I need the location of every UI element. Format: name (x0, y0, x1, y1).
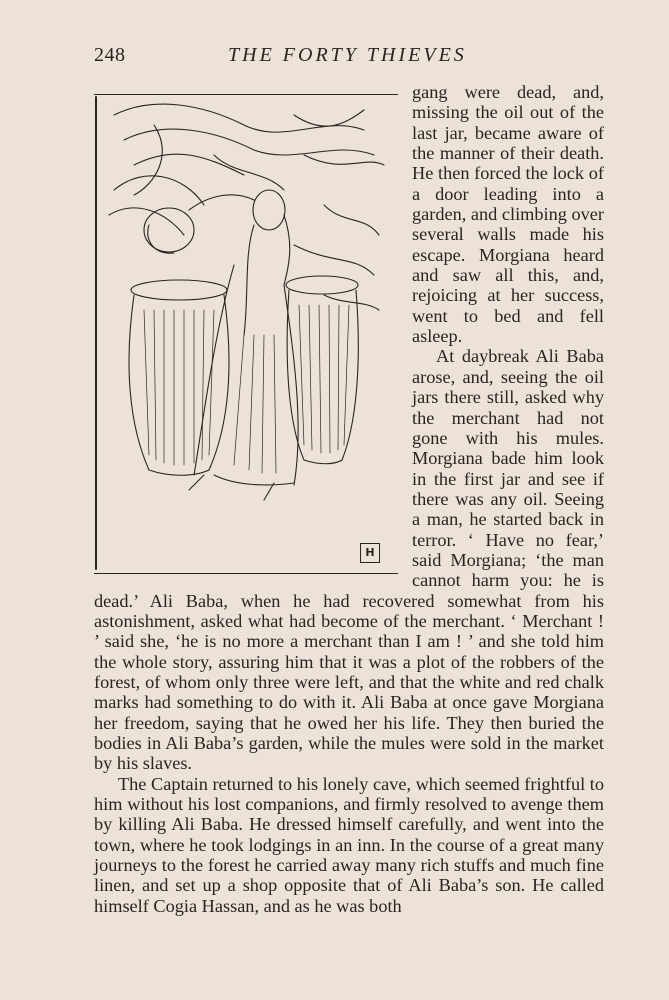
illustration-morgiana-jars (94, 94, 398, 574)
paragraph-1-text: gang were dead, and, missing the oil out of the last jar, became aware of the manner of their death. He then forced the lock of a door leading into a garden, and climbing over several walls made his escape. Morgiana heard and saw all this, and, rejoicing at her success, went to bed and fell asleep. (412, 82, 604, 347)
artist-monogram: H (360, 543, 380, 563)
illustration-drawing (94, 95, 398, 571)
running-title: THE FORTY THIEVES (228, 44, 467, 66)
paragraph-2: At daybreak Ali Baba arose, and, seeing the oil jars there still, asked why the merchant had not gone with his mules. Morgiana bade him look in the first jar and see if there was any oil. Seeing a man, he started back in terror. ‘ Have no fear,’ said Morgiana; ‘the man cannot harm you: he is dead.’ Ali Baba, when he had recovered somewhat from his astonishment, asked what had become of the merchant. ‘ Merchant ! ’ said she, ‘he is no more a merchant than I am ! ’ and she told him the whole story, assuring him that it was a plot of the robbers of the forest, of whom only three were left, and that the white and red chalk marks had something to do with it. Ali Baba at once gave Morgiana her freedom, saying that he owed her his life. They then buried the bodies in Ali Baba’s garden, while the mules were sold in the market by his slaves. (94, 346, 604, 774)
paragraph-3: The Captain returned to his lonely cave, which seemed frightful to him without his lost companions, and firmly resolved to avenge them by killing Ali Baba. He dressed himself carefully, and went into the town, where he took lodgings in an inn. In the course of a great many journeys to the forest he carried away many rich stuffs and much fine linen, and set up a shop opposite that of Ali Baba’s son. He called himself Cogia Hassan, and as he was both (94, 773, 604, 916)
running-head (94, 44, 605, 68)
body-text (94, 82, 604, 916)
paragraph-1 (94, 82, 604, 559)
page-number: 248 (94, 44, 126, 66)
